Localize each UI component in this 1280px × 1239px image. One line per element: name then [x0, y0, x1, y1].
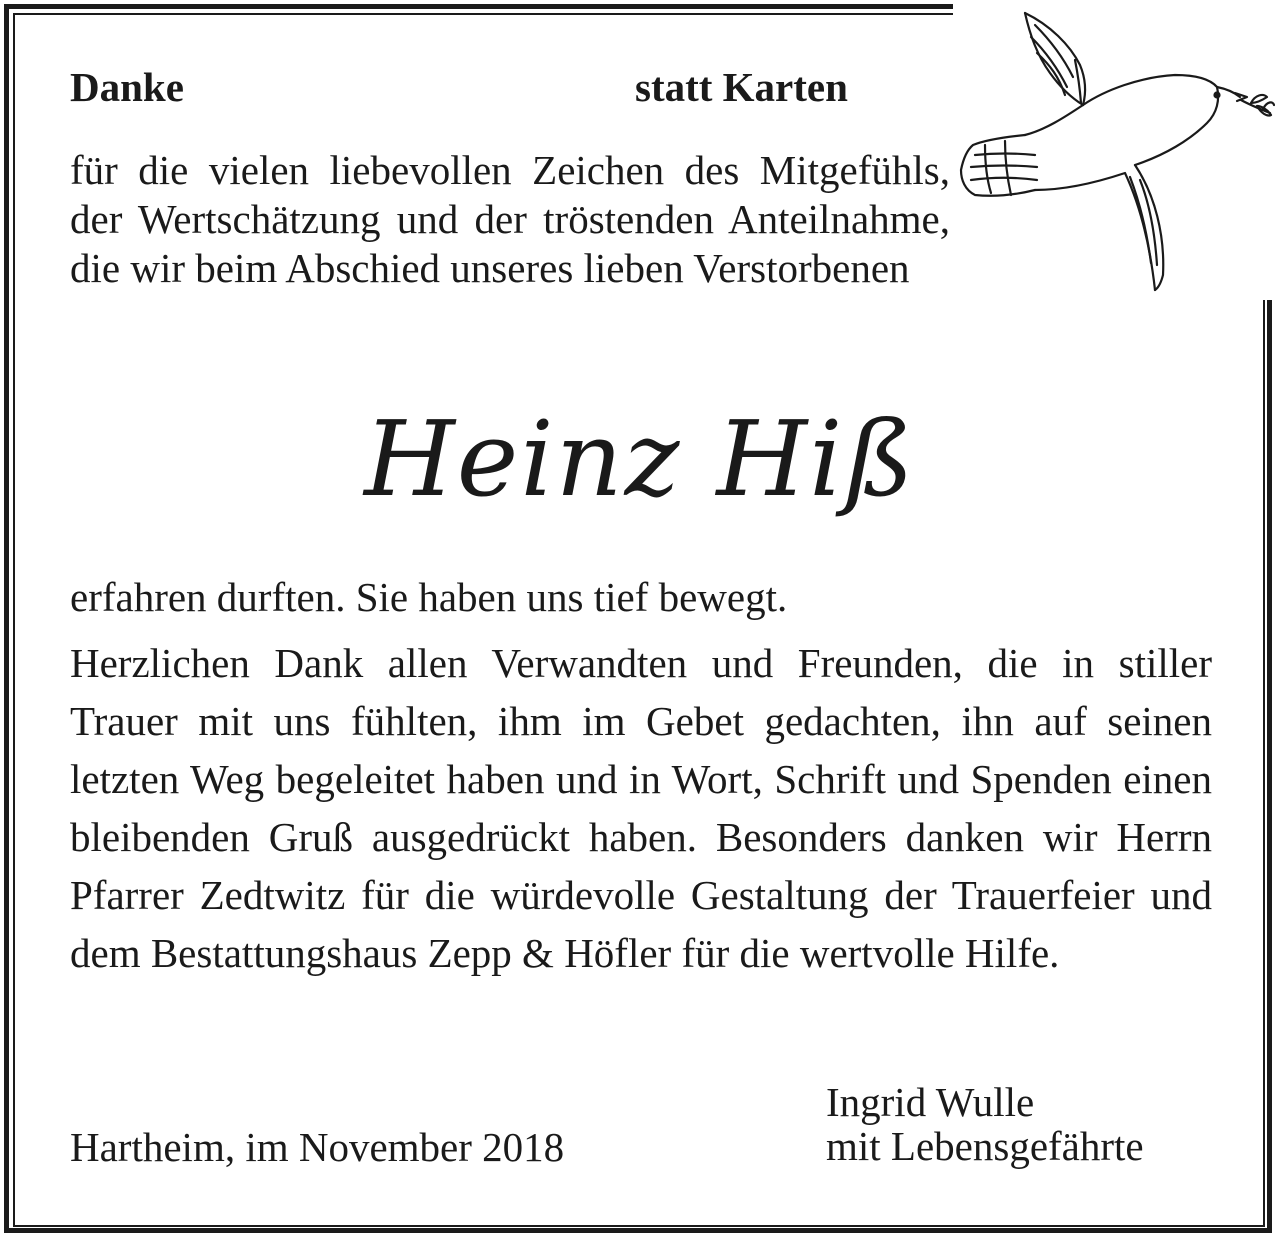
- header-thanks: Danke: [70, 64, 184, 110]
- signature-addition: mit Lebensgefährte: [826, 1123, 1144, 1169]
- signature-name: Ingrid Wulle: [826, 1079, 1035, 1125]
- place-and-date: Hartheim, im November 2018: [70, 1124, 565, 1170]
- intro-paragraph: für die vielen liebevollen Zeichen des Mitgefühls, der Wertschätzung und der tröstenden Anteilnahme, die wir beim Abschied unseres lieben Verstorbenen: [70, 147, 950, 291]
- dove-with-olive-branch-icon: [955, 5, 1275, 300]
- header-instead-of-cards: statt Karten: [635, 64, 848, 110]
- closing-line: erfahren durften. Sie haben uns tief bewegt.: [70, 574, 788, 620]
- deceased-name-text: Heinz Hiß: [364, 398, 916, 520]
- body-paragraph: Herzlichen Dank allen Verwandten und Freunden, die in stiller Trauer mit uns fühlten, ihm im Gebet gedachten, ihn auf seinen letzten Weg begeleitet haben und in Wort, Schrift und Spenden einen bleibenden Gruß ausgedrückt haben. Besonders danken wir Herrn Pfarrer Zedtwitz für die würdevolle Gestaltung der Trauerfeier und dem Bestattungshaus Zepp & Höfler für die wertvolle Hilfe.: [70, 640, 1212, 976]
- deceased-name: [300, 395, 980, 560]
- signature: [826, 1080, 1144, 1168]
